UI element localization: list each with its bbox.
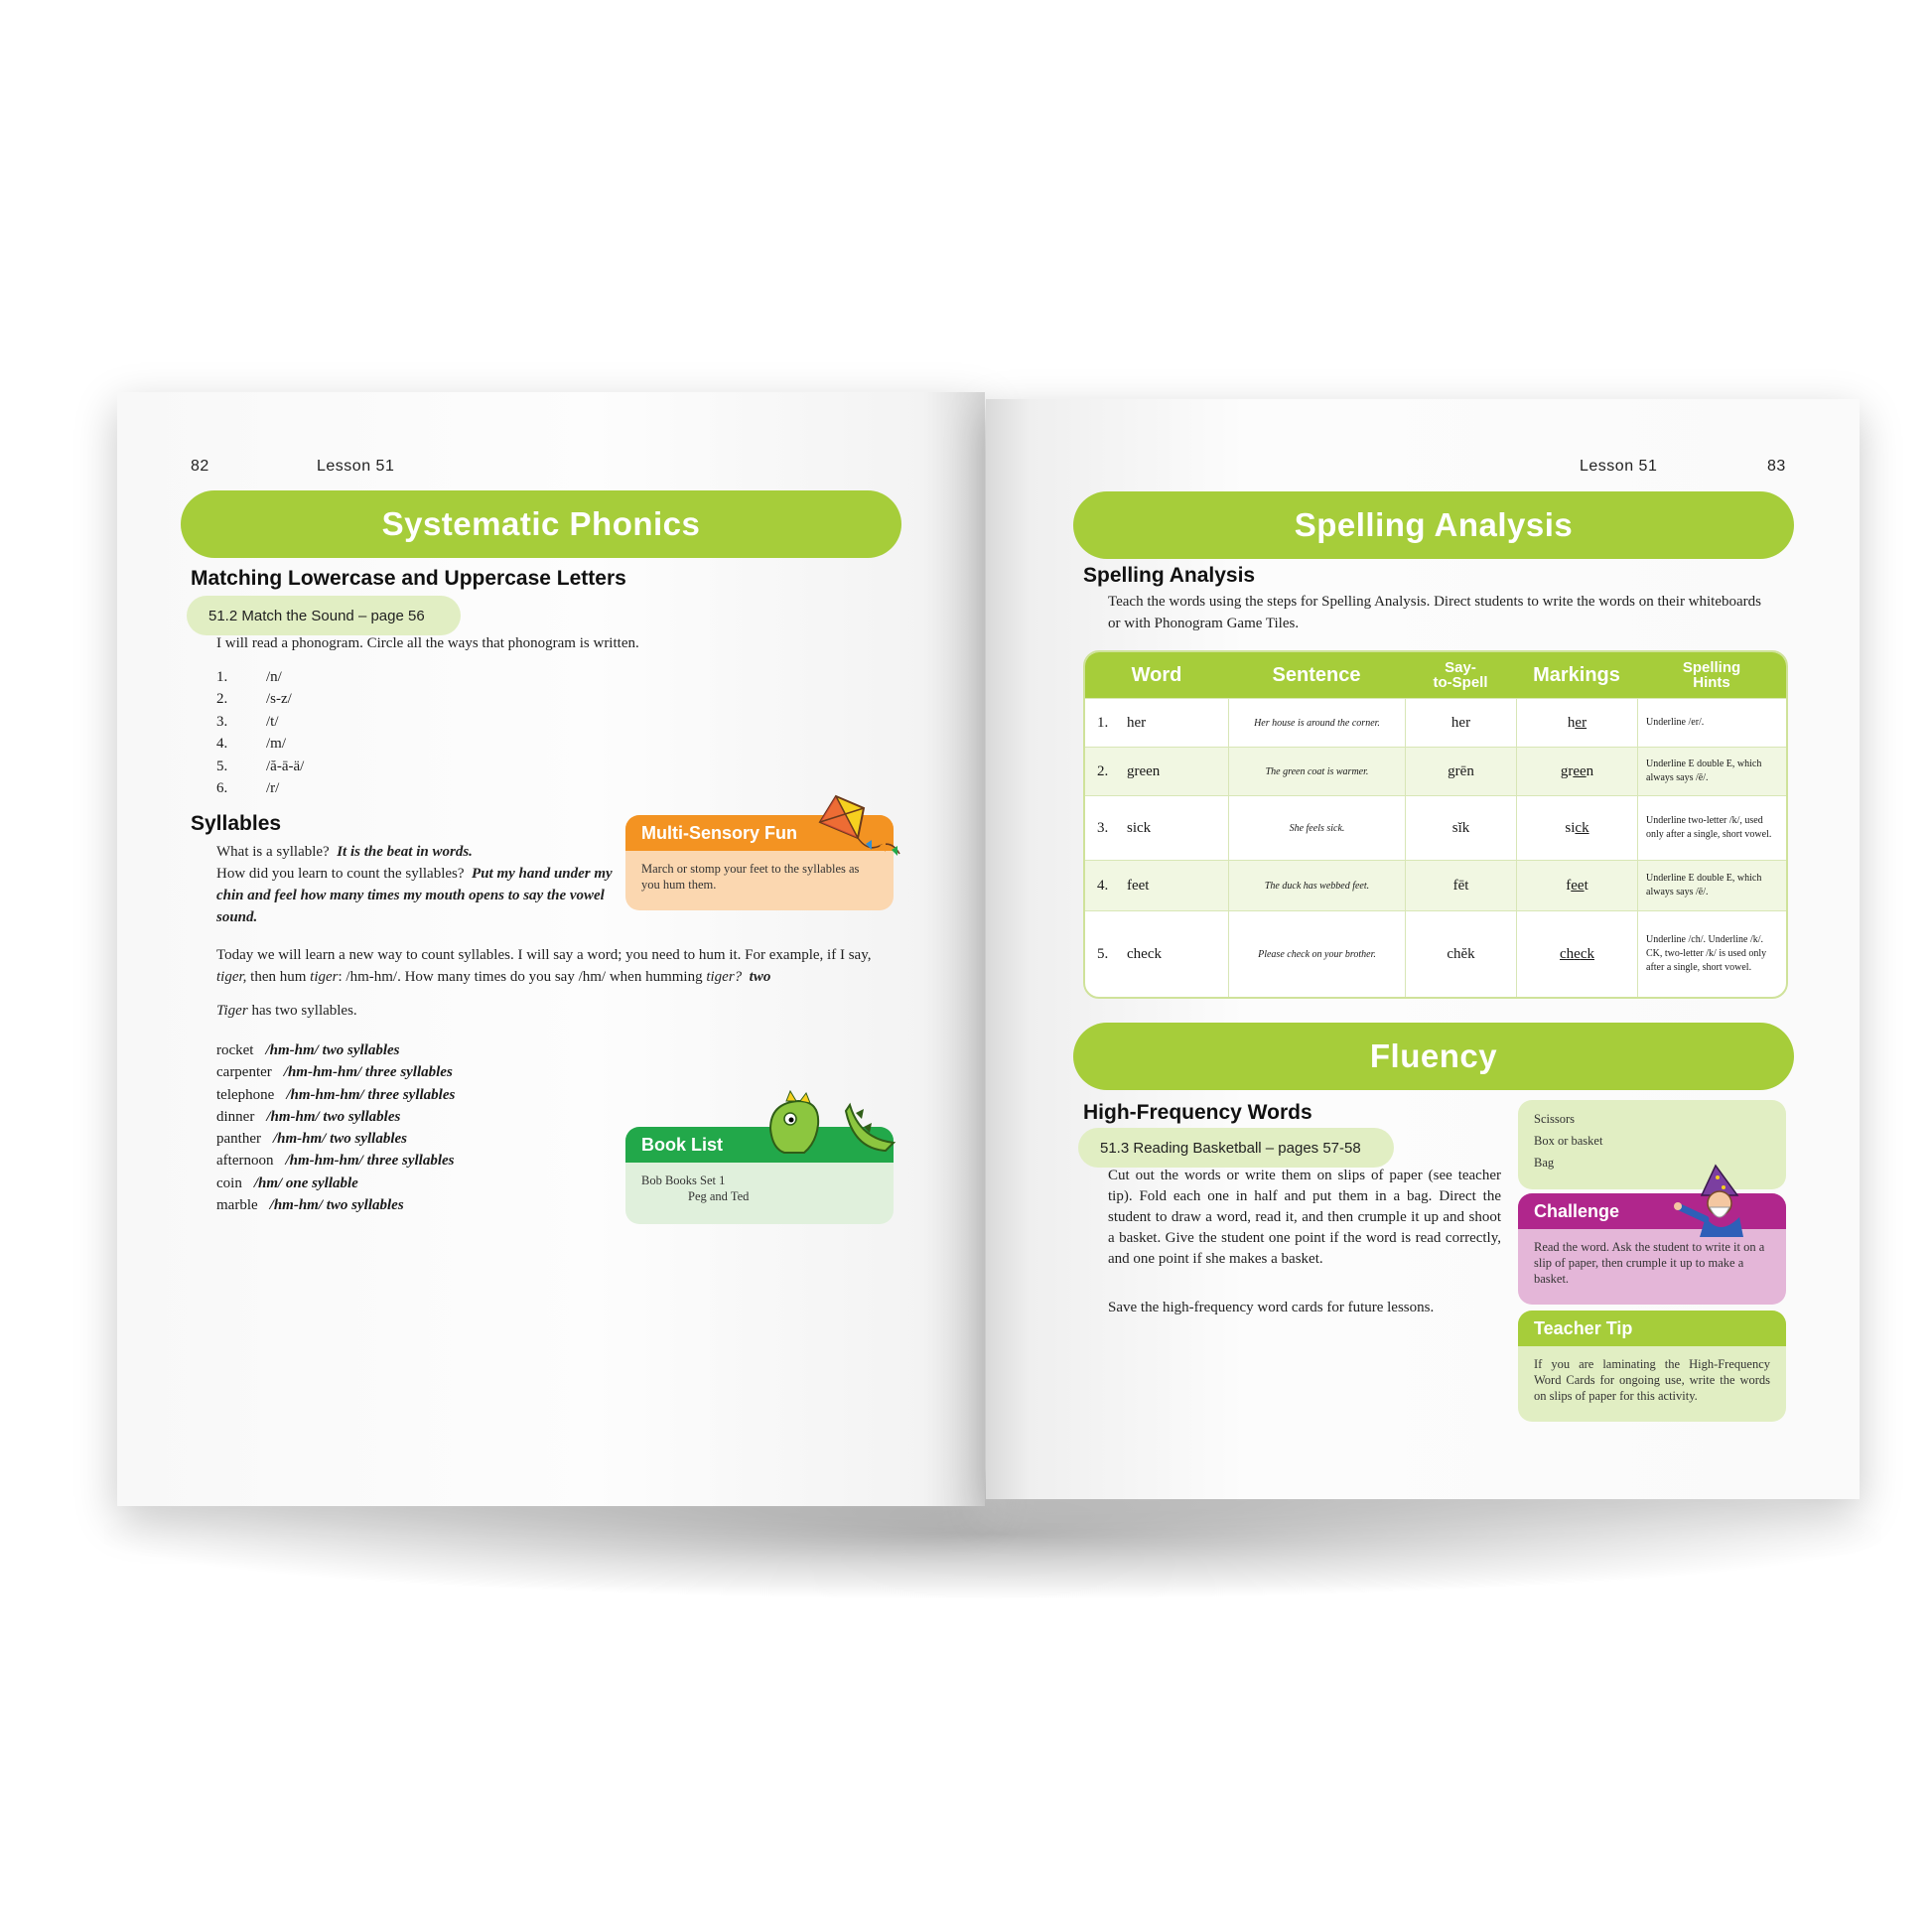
section-banner-systematic-phonics: Systematic Phonics [181, 490, 901, 558]
left-page [117, 392, 985, 1506]
heading-syllables: Syllables [191, 812, 282, 835]
list-item: rocket /hm-hm/ two syllables [216, 1042, 400, 1058]
table-row: 4. feet The duck has webbed feet. fēt f ee t Underline E double E, which always says /ē/. [1085, 860, 1786, 910]
teacher-tip-box [1518, 1311, 1786, 1422]
table-row: 1. her Her house is around the corner. her h er Underline /er/. [1085, 698, 1786, 747]
page-number: 83 [1767, 458, 1786, 475]
spelling-table [1083, 650, 1788, 999]
header-hints: Spelling Hints [1682, 659, 1741, 691]
booklist-line: Bob Books Set 1 [641, 1173, 726, 1187]
material-item: Bag [1534, 1156, 1555, 1170]
syllables-paragraph-2: Tiger has two syllables. [216, 1003, 357, 1019]
multisensory-title: Multi-Sensory Fun [625, 815, 894, 851]
lesson-label: Lesson 51 [1580, 458, 1658, 475]
fluency-paragraph: Cut out the words or write them on slips of paper (see teacher tip). Fold each one in half and put them in a bag. Direct the student to draw a word, read it, and then crumple it up and shoot a basket. Give the student one point if the word is read correctly, and one point if she makes a basket. [1108, 1168, 1501, 1267]
list-item: 3. /t/ [216, 713, 279, 730]
table-row: 2. green The green coat is warmer. grēn gr ee n Underline E double E, which always says /ē/. [1085, 747, 1786, 795]
booklist-body [625, 1163, 894, 1214]
teacher-tip-body: If you are laminating the High-Frequency Word Cards for ongoing use, write the words on slips of paper for this activity. [1534, 1357, 1770, 1403]
dragon-icon [760, 1089, 899, 1169]
material-item: Scissors [1534, 1112, 1575, 1126]
page-number: 82 [191, 458, 209, 475]
heading-high-frequency: High-Frequency Words [1083, 1101, 1312, 1124]
intro-text: I will read a phonogram. Circle all the ways that phonogram is written. [216, 635, 639, 651]
lesson-label: Lesson 51 [317, 458, 395, 475]
section-banner-fluency: Fluency [1073, 1023, 1794, 1090]
syllables-qa: What is a syllable? It is the beat in words. How did you learn to count the syllables? Put my hand under my chin and feel how many times my mouth opens to say the vowel sound. [216, 844, 613, 925]
header-say-to-spell: Say- to-Spell [1433, 659, 1488, 691]
section-banner-spelling-analysis: Spelling Analysis [1073, 491, 1794, 559]
wizard-icon [1666, 1162, 1765, 1241]
list-item: 5. /ă-ā-ä/ [216, 758, 305, 774]
list-item: panther /hm-hm/ two syllables [216, 1131, 407, 1148]
list-item: marble /hm-hm/ two syllables [216, 1197, 404, 1214]
booklist-line: Peg and Ted [688, 1189, 750, 1203]
list-item: 2. /s-z/ [216, 691, 292, 708]
booklist-title: Book List [625, 1127, 894, 1163]
challenge-title: Challenge [1518, 1193, 1786, 1229]
material-item: Box or basket [1534, 1134, 1603, 1148]
kite-icon [802, 794, 901, 872]
list-item: telephone /hm-hm-hm/ three syllables [216, 1086, 456, 1103]
table-row: 3. sick She feels sick. sĭk si ck Underline two-letter /k/, used only after a single, short vowel. [1085, 795, 1786, 860]
header-word: Word [1131, 663, 1182, 686]
teacher-tip-title: Teacher Tip [1518, 1311, 1786, 1346]
challenge-body: Read the word. Ask the student to write it on a slip of paper, then crumple it up to make a basket. [1534, 1240, 1765, 1286]
table-header [1085, 652, 1786, 698]
list-item: carpenter /hm-hm-hm/ three syllables [216, 1064, 453, 1081]
header-markings: Markings [1533, 663, 1620, 686]
list-item: coin /hm/ one syllable [216, 1174, 358, 1191]
word-list [216, 1039, 455, 1216]
right-page [986, 399, 1860, 1499]
heading-spelling-analysis: Spelling Analysis [1083, 564, 1256, 587]
list-item: 1. /n/ [216, 669, 282, 685]
list-item: afternoon /hm-hm-hm/ three syllables [216, 1153, 455, 1170]
fluency-paragraph-2: Save the high-frequency word cards for future lessons. [1108, 1300, 1435, 1315]
multisensory-body: March or stomp your feet to the syllables as you hum them. [641, 862, 860, 892]
spelling-intro: Teach the words using the steps for Spelling Analysis. Direct students to write the words on their whiteboards or with Phonogram Game Tiles. [1108, 594, 1762, 631]
table-row: 5. check Please check on your brother. chĕk ch e ck Underline /ch/. Underline /k/. CK, two-letter /k/ is used only after a single, short vowel. [1085, 910, 1786, 997]
list-item: 4. /m/ [216, 736, 287, 753]
activity-pill: 51.2 Match the Sound – page 56 [187, 596, 461, 635]
header-sentence: Sentence [1272, 663, 1361, 686]
list-item: 6. /r/ [216, 780, 280, 797]
syllables-paragraph: Today we will learn a new way to count syllables. I will say a word; you need to hum it. For example, if I say, tiger, then hum tiger: /hm-hm/. How many times do you say /hm/ when humming tiger? two [216, 947, 872, 985]
activity-pill: 51.3 Reading Basketball – pages 57-58 [1078, 1128, 1394, 1168]
phonogram-list [216, 666, 304, 799]
list-item: dinner /hm-hm/ two syllables [216, 1108, 401, 1125]
heading-matching-letters: Matching Lowercase and Uppercase Letters [191, 567, 626, 590]
